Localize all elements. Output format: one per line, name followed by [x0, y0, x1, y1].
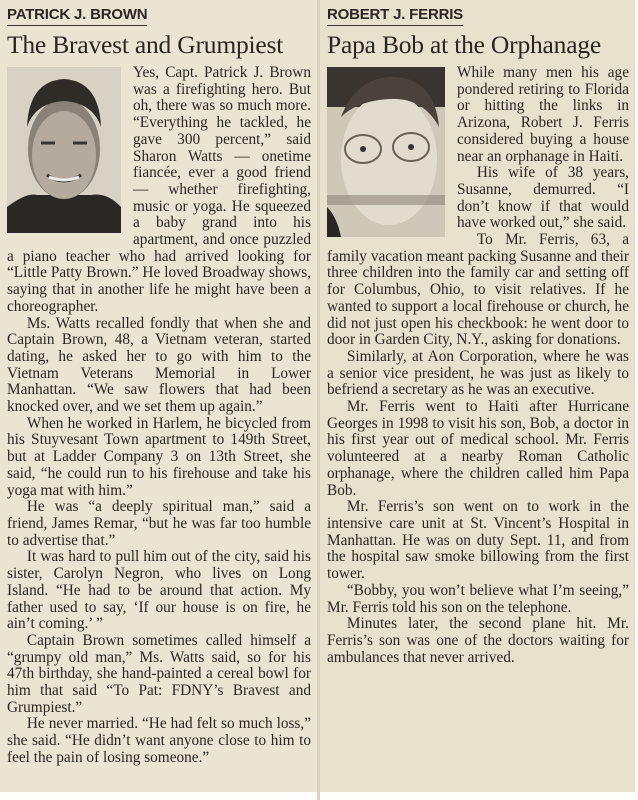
article-name: PATRICK J. BROWN [7, 4, 147, 26]
article-headline: Papa Bob at the Orphanage [327, 30, 601, 59]
paragraph: He was “a deeply spiritual man,” said a friend, James Remar, “but he was far too humble to advertise that.” [7, 498, 311, 549]
paragraph: Similarly, at Aon Corporation, where he was a senior vice president, he was just as likely to befriend a secretary as he was an executive. [327, 347, 629, 399]
paragraph: To Mr. Ferris, 63, a family vacation meant packing Susanne and their three children into the family car and setting off for Columbus, Ohio, to visit relatives. If he wanted to support a local firehouse or church, he did not just open his checkbook: he went door to door in Garden City, N.Y., asking for donations. [327, 231, 629, 349]
paragraph: Mr. Ferris’s son went on to work in the intensive care unit at St. Vincent’s Hospital in Manhattan. He was on duty Sept. 11, and from the hospital saw smoke billowing from the first tower. [327, 498, 629, 583]
paragraph: Minutes later, the second plane hit. Mr. Ferris’s son was one of the doctors waiting for ambulances that never arrived. [327, 615, 629, 666]
paragraph: Captain Brown sometimes called himself a “grumpy old man,” Ms. Watts said, so for his 47th birthday, she hand-painted a cereal bowl for him that said “To Pat: FDNY’s Bravest and Grumpiest.” [7, 631, 311, 716]
paragraph: While many men his age pondered retiring to Florida or hitting the links in Arizona, Robert J. Ferris considered buying a house near an orphanage in Haiti. [457, 64, 629, 165]
portrait-photo [327, 67, 445, 237]
paragraph: Mr. Ferris went to Haiti after Hurricane Georges in 1998 to visit his son, Bob, a doctor in his first year out of medical school. Mr. Ferris volunteered at a nearby Roman Catholic orphanage, where the children called him Papa Bob. [327, 398, 629, 499]
paragraph: His wife of 38 years, Susanne, demurred. “I don’t know if that would have worked out,” she said. [457, 164, 629, 232]
article-patrick-brown [0, 0, 317, 792]
paragraph: Ms. Watts recalled fondly that when she and Captain Brown, 48, a Vietnam veteran, started dating, he asked her to go with him to the Vietnam Veterans Memorial in Lower Manhattan. “We saw flowers that had been knocked over, and we set them up again.” [7, 314, 311, 416]
paragraph: It was hard to pull him out of the city, said his sister, Carolyn Negron, who lives on Long Island. “He had to be around that action. My father used to say, ‘If our house is on fire, he ain’t coming.’ ” [7, 548, 311, 633]
paragraph: Yes, Capt. Patrick J. Brown was a firefighting hero. But oh, there was so much more. “Everything he tackled, he gave 300 percent,” said Sharon Watts — onetime fiancée, ever a good friend — whether firefighting, music or yoga. He squeezed a baby grand into his apartment, and once puzzled a piano teacher who had arrived looking for “Little Patty Brown.” He loved Broadway shows, saying that in another life he might have been a choreographer. [7, 64, 311, 315]
paragraph: He never married. “He had felt so much loss,” she said. “He didn’t want anyone close to him to feel the pain of losing someone.” [7, 715, 311, 766]
article-body [327, 65, 629, 666]
article-name: ROBERT J. FERRIS [327, 4, 463, 26]
portrait-photo [7, 67, 121, 233]
paragraph: “Bobby, you won’t believe what I’m seeing,” Mr. Ferris told his son on the telephone. [327, 581, 629, 616]
article-robert-ferris [320, 0, 635, 792]
paragraph: When he worked in Harlem, he bicycled from his Stuyvesant Town apartment to 149th Street, but at Ladder Company 3 on 13th Street, she said, “he could run to his firehouse and take his yoga mat with him.” [7, 414, 311, 499]
article-body [7, 65, 311, 767]
article-headline: The Bravest and Grumpiest [7, 30, 284, 59]
